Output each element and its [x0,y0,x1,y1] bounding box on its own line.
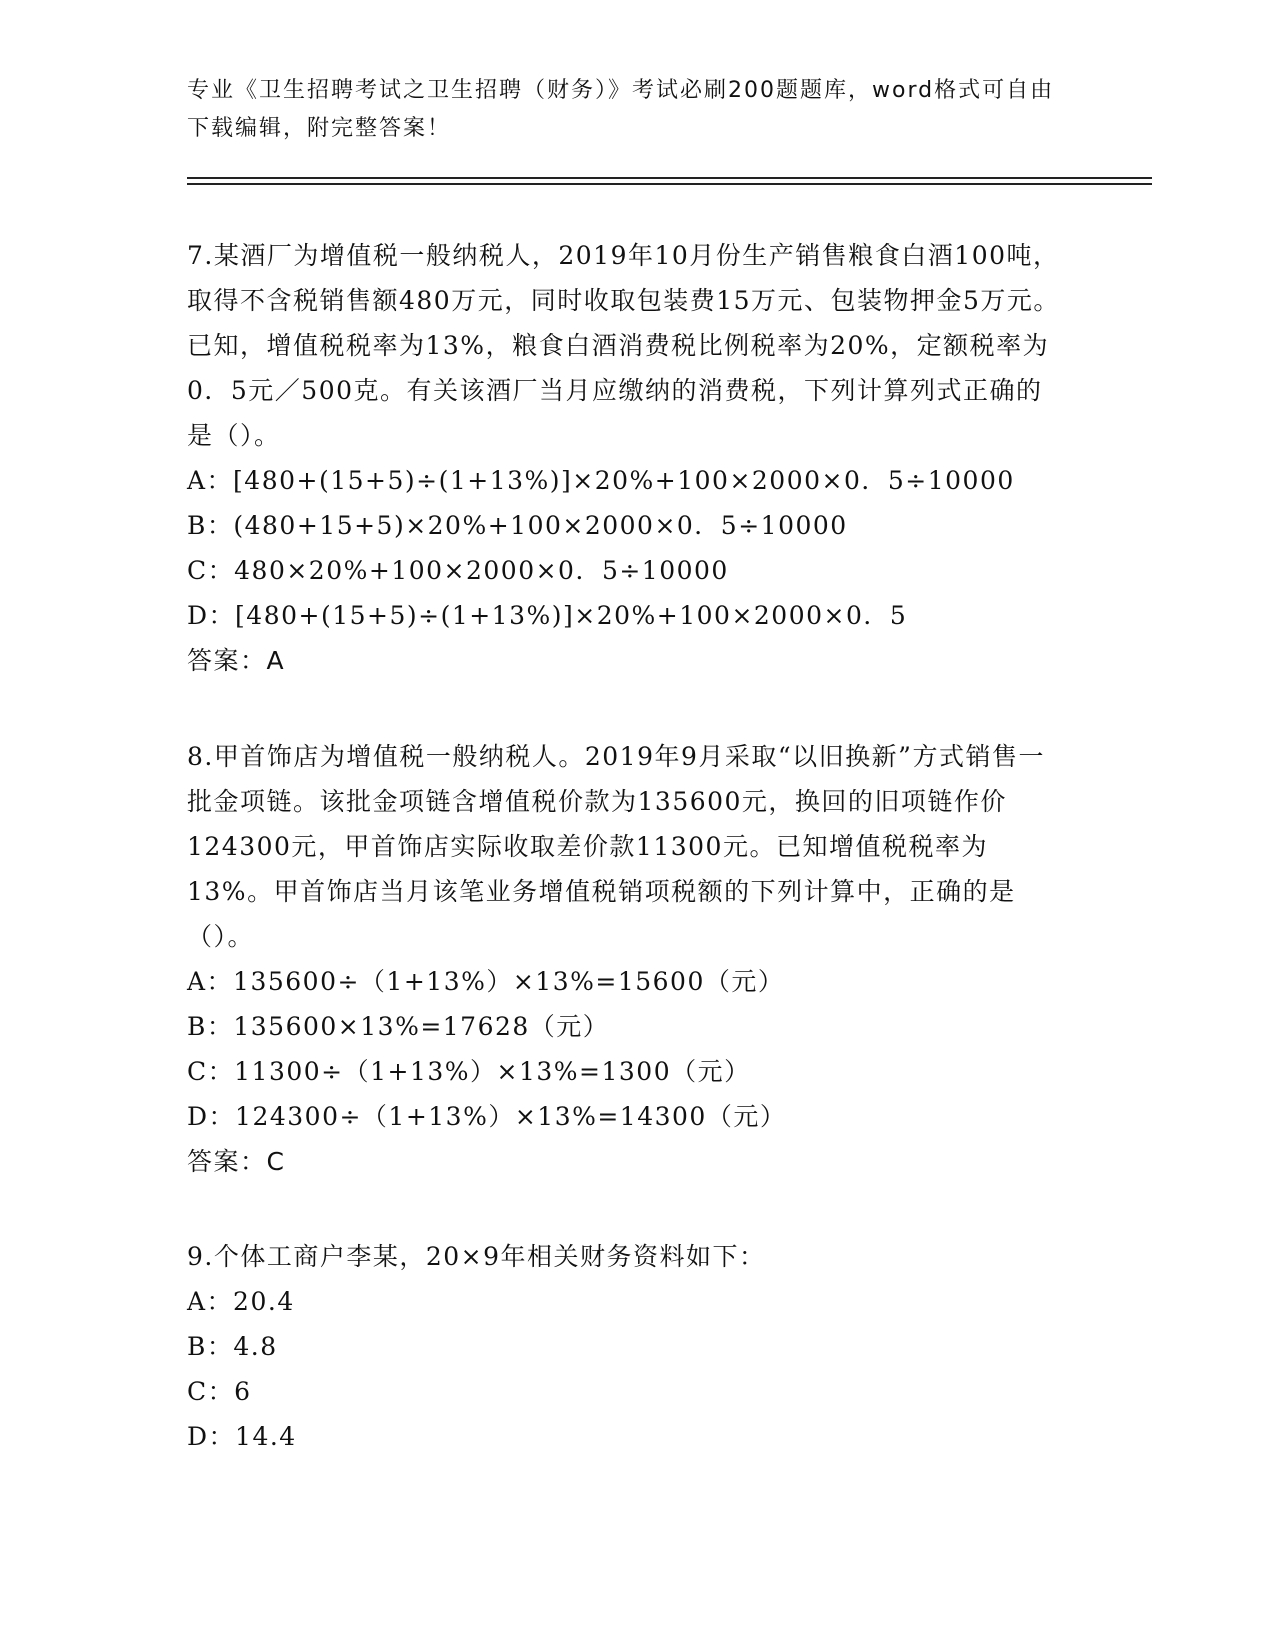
option-d: D：124300÷（1+13%）×13%=14300（元） [187,1102,787,1131]
header-divider-bottom [187,183,1152,185]
question-9 [187,1234,1067,1459]
question-stem: 7.某酒厂为增值税一般纳税人，2019年10月份生产销售粮食白酒100吨，取得不含税销售额480万元，同时收取包装费15万元、包装物押金5万元。已知，增值税税率为13%，粮食白酒消费税比例税率为20%，定额税率为0．5元／500克。有关该酒厂当月应缴纳的消费税，下列计算列式正确的是（）。 [187,241,1060,450]
option-d: D：14.4 [187,1422,297,1451]
option-c: C：480×20%+100×2000×0．5÷10000 [187,556,729,585]
document-header: 专业《卫生招聘考试之卫生招聘（财务）》考试必刷200题题库，word格式可自由下载编辑，附完整答案！ [187,78,1055,141]
question-stem: 9.个体工商户李某，20×9年相关财务资料如下： [187,1242,766,1271]
option-a: A：20.4 [187,1287,295,1316]
option-d: D：[480+(15+5)÷(1+13%)]×20%+100×2000×0．5 [187,601,908,630]
option-b: B：4.8 [187,1332,278,1361]
answer-line: 答案：A [187,646,286,675]
question-7 [187,233,1067,683]
option-b: B：135600×13%=17628（元） [187,1012,610,1041]
header-divider-top [187,177,1152,179]
question-stem: 8.甲首饰店为增值税一般纳税人。2019年9月采取“以旧换新”方式销售一批金项链。该批金项链含增值税价款为135600元，换回的旧项链作价124300元，甲首饰店实际收取差价款11300元。已知增值税税率为13%。甲首饰店当月该笔业务增值税销项税额的下列计算中，正确的是（）。 [187,742,1045,951]
question-8 [187,734,1067,1184]
option-a: A：[480+(15+5)÷(1+13%)]×20%+100×2000×0．5÷10000 [187,466,1015,495]
option-b: B：(480+15+5)×20%+100×2000×0．5÷10000 [187,511,848,540]
option-a: A：135600÷（1+13%）×13%=15600（元） [187,967,785,996]
option-c: C：6 [187,1377,252,1406]
option-c: C：11300÷（1+13%）×13%=1300（元） [187,1057,751,1086]
answer-line: 答案：C [187,1147,286,1176]
